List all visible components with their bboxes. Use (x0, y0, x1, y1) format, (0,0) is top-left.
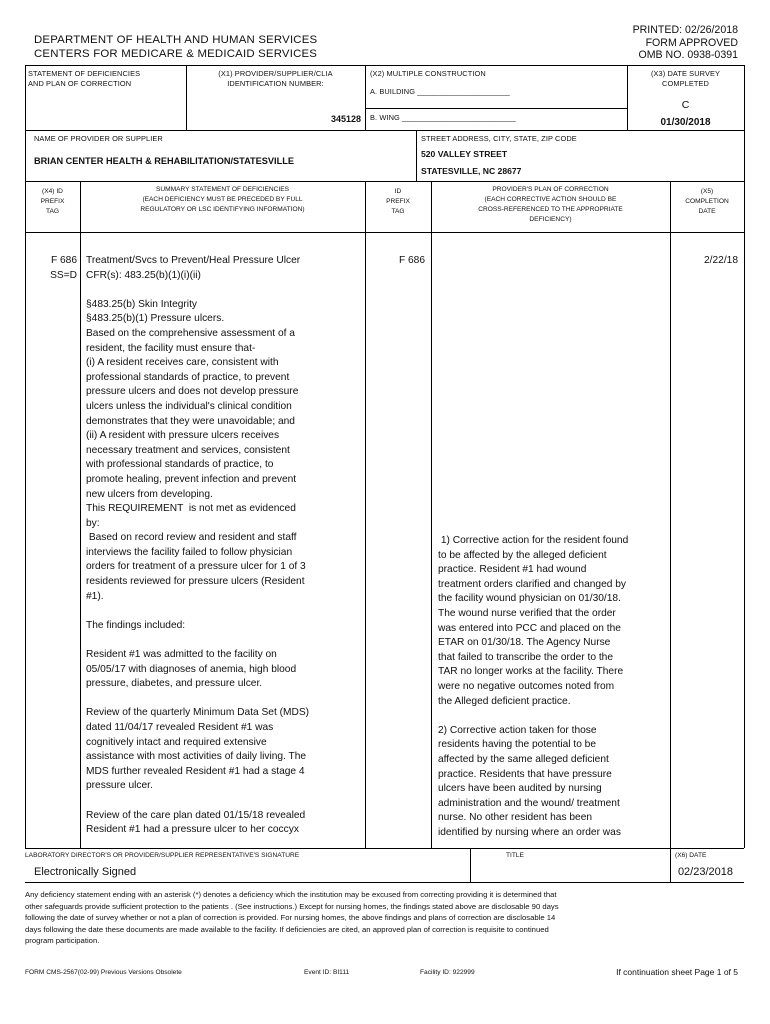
plan-paragraph (438, 724, 668, 841)
survey-completed-date: 01/30/2018 (660, 117, 711, 128)
summary-paragraph (86, 619, 362, 634)
x4-header-line-3: TAG (45, 208, 60, 215)
deficiency-tag: F 686 (50, 255, 77, 266)
id-column-line (431, 181, 432, 848)
provider-name: BRIAN CENTER HEALTH & REHABILITATION/STATESVILLE (34, 156, 294, 166)
form-approved: FORM APPROVED (645, 36, 738, 49)
completion-date: 2/22/18 (704, 255, 738, 266)
x5-header-line-1: (X5) (700, 188, 714, 195)
x2-left-divider (365, 65, 366, 130)
grid-line-6 (25, 882, 744, 883)
summary-paragraph-line: This REQUIREMENT is not met as evidenced (86, 503, 296, 515)
title-label: TITLE (506, 852, 524, 859)
summary-header-line-3: REGULATORY OR LSC IDENTIFYING INFORMATION) (140, 206, 305, 213)
summary-header-line-1: SUMMARY STATEMENT OF DEFICIENCIES (155, 186, 290, 193)
printed-date: PRINTED: 02/26/2018 (632, 24, 738, 36)
x4-header (25, 187, 80, 217)
summary-paragraph-line: Based on the comprehensive assessment of a (86, 327, 295, 339)
plan-paragraph-line: administration and the wound/ treatment (438, 797, 620, 809)
tag-column (25, 254, 77, 283)
summary-paragraph-line: professional standards of practice, to prevent (86, 371, 290, 383)
summary-paragraph-line: cognitively intact and required extensive (86, 736, 267, 748)
summary-paragraph-line: orders for treatment of a pressure ulcer for 1 of 3 (86, 561, 306, 573)
form-number: FORM CMS-2567(02-99) Previous Versions Obsolete (25, 969, 182, 976)
x1-label (186, 69, 365, 88)
plan-paragraph-line: The wound nurse verified that the order (438, 607, 616, 619)
summary-paragraph-line: §483.25(b)(1) Pressure ulcers. (86, 313, 225, 325)
plan-paragraph-line: 1) Corrective action for the resident found (438, 535, 629, 546)
agency-line-2: CENTERS FOR MEDICARE & MEDICAID SERVICES (34, 48, 318, 60)
x5-header (670, 187, 744, 217)
plan-paragraph-line: practice. Residents that have pressure (438, 768, 612, 780)
summary-paragraph-line: with professional standards of practice, to (86, 459, 274, 471)
grid-left-line (25, 65, 26, 848)
plan-paragraph-line: to be affected by the alleged deficient (438, 549, 607, 561)
summary-paragraph-line: 05/05/17 with diagnoses of anemia, high blood (86, 663, 297, 675)
plan-paragraph-line: identified by nursing where an order was (438, 826, 621, 838)
plan-header-line-2: (EACH CORRECTIVE ACTION SHOULD BE (484, 196, 617, 203)
agency-line-1: DEPARTMENT OF HEALTH AND HUMAN SERVICES (34, 34, 318, 46)
summary-paragraph-line: (i) A resident receives care, consistent with (86, 357, 279, 369)
summary-paragraph-line: interviews the facility failed to follow physician (86, 546, 293, 558)
summary-header (80, 185, 365, 215)
x3-label-line-2: COMPLETED (662, 78, 709, 88)
plan-header-line-3: CROSS-REFERENCED TO THE APPROPRIATE (478, 206, 623, 213)
summary-paragraph-line: by: (86, 517, 100, 529)
id-header-line-2: PREFIX (386, 198, 410, 205)
x1-label-line-2: IDENTIFICATION NUMBER: (227, 78, 324, 88)
facility-id: Facility ID: 922999 (420, 969, 475, 976)
provider-name-label: NAME OF PROVIDER OR SUPPLIER (34, 134, 163, 143)
plan-paragraph-line: were no negative outcomes noted from (438, 680, 615, 692)
deficiency-cfr: CFR(s): 483.25(b)(1)(i)(ii) (86, 269, 201, 281)
summary-paragraph-line: Resident #1 was admitted to the facility on (86, 649, 277, 661)
signature-label: LABORATORY DIRECTOR'S OR PROVIDER/SUPPLIER REPRESENTATIVE'S SIGNATURE (25, 852, 300, 859)
plan-paragraph-line: was entered into PCC and placed on the (438, 622, 621, 634)
x3-label-line-1: (X3) DATE SURVEY (650, 69, 721, 78)
x4-header-line-1: (X4) ID (42, 188, 63, 195)
plan-paragraph-line: residents having the potential to be (438, 739, 597, 751)
wing-field: B. WING ___________________________ (370, 113, 516, 122)
print-info (633, 24, 738, 62)
summary-paragraph-line: resident, the facility must ensure that- (86, 342, 256, 354)
plan-paragraph-line: nurse. No other resident has been (438, 812, 593, 824)
address-divider (416, 130, 417, 181)
summary-paragraph-line: pressure ulcers and does not develop pressure (86, 386, 299, 398)
summary-paragraph-line: pressure, diabetes, and pressure ulcer. (86, 678, 263, 690)
plan-column-line (670, 181, 671, 848)
plan-paragraph-line: that failed to transcribe the order to the (438, 651, 613, 663)
plan-tag: F 686 (398, 255, 425, 266)
signature-date: 02/23/2018 (677, 866, 733, 878)
grid-line-2 (25, 130, 744, 131)
summary-paragraph (86, 809, 362, 838)
plan-paragraph-line: the facility wound physician on 01/30/18. (438, 593, 621, 605)
signature-value: Electronically Signed (34, 866, 137, 878)
plan-paragraph-line: TAR no longer works at the facility. There (438, 666, 624, 678)
deficiency-title: Treatment/Svcs to Prevent/Heal Pressure Ulcer (86, 255, 301, 266)
plan-paragraph-line: affected by the same alleged deficient (438, 753, 609, 765)
plan-header-line-1: PROVIDER'S PLAN OF CORRECTION (492, 186, 609, 193)
page-number: If continuation sheet Page 1 of 5 (616, 967, 738, 977)
summary-paragraph-line: Review of the care plan dated 01/15/18 revealed (86, 809, 306, 821)
address-line-1: 520 VALLEY STREET (421, 149, 508, 159)
statement-label-line-1: STATEMENT OF DEFICIENCIES (28, 69, 141, 78)
agency-name (34, 33, 317, 61)
x2-divider (365, 108, 627, 109)
summary-paragraph-line: ulcers unless the individual's clinical condition (86, 400, 292, 412)
plan-paragraph-line: ulcers have been audited by nursing (438, 783, 602, 795)
summary-paragraph-line: Review of the quarterly Minimum Data Set (MDS) (86, 707, 310, 719)
summary-paragraph-line: new ulcers from developing. (86, 488, 213, 500)
summary-paragraph-line: necessary treatment and services, consistent (86, 444, 290, 456)
grid-line-3 (25, 181, 744, 182)
plan-paragraph-line: treatment orders clarified and changed by (438, 578, 627, 590)
plan-paragraph-line: the Alleged deficient practice. (438, 695, 571, 707)
summary-paragraph-line: residents reviewed for pressure ulcers (Resident (86, 576, 305, 588)
summary-paragraph-line: Resident #1 had a pressure ulcer to her coccyx (86, 824, 299, 836)
statement-label (28, 69, 140, 88)
summary-paragraph-line: §483.25(b) Skin Integrity (86, 298, 197, 310)
grid-line-4 (25, 232, 744, 233)
x3-label (627, 69, 744, 88)
summary-paragraph (86, 648, 362, 692)
statement-label-line-2: AND PLAN OF CORRECTION (28, 78, 132, 88)
x4-column-line (80, 181, 81, 848)
plan-paragraph (438, 534, 668, 709)
disclaimer-text: Any deficiency statement ending with an asterisk (*) denotes a deficiency which the institution may be excused from correcting providing it is determined that other safeguards provide sufficient protection to the patients . (See instructions.) Except for nursing homes, the findings stated above are disclosable 90 days following the date of survey whether or not a plan of correction is provided. For nursing homes, the above findings and plans of correction are disclosable 14 days following the date these documents are made available to the facility. If deficiencies are cited, an approved plan of correction is requisite to continued program participation. (25, 890, 559, 946)
x5-header-line-2: COMPLETION (685, 198, 729, 205)
plan-header (431, 185, 670, 225)
summary-paragraph-line: Based on record review and resident and staff (86, 532, 297, 544)
summary-paragraph-line: assistance with most activities of daily living. The (86, 751, 307, 763)
address-label: STREET ADDRESS, CITY, STATE, ZIP CODE (421, 134, 577, 143)
x3-letter: C (681, 99, 690, 111)
plan-paragraph-line: ETAR on 01/30/18. The Agency Nurse (438, 637, 611, 649)
x1-label-line-1: (X1) PROVIDER/SUPPLIER/CLIA (218, 69, 333, 78)
summary-paragraph-line: The findings included: (86, 619, 186, 631)
summary-paragraph-line: (ii) A resident with pressure ulcers receives (86, 430, 280, 442)
id-header (365, 187, 431, 217)
summary-paragraph-line: demonstrates that they were unavoidable; and (86, 415, 295, 427)
id-header-line-3: TAG (391, 208, 405, 215)
id-header-line-1: ID (394, 188, 402, 195)
summary-statement (86, 298, 362, 838)
plan-paragraph-line: 2) Corrective action taken for those (438, 724, 597, 736)
summary-paragraph-line: pressure ulcer. (86, 780, 153, 792)
x4-header-line-2: PREFIX (40, 198, 65, 205)
x2-label: (X2) MULTIPLE CONSTRUCTION (370, 69, 486, 78)
plan-of-correction (438, 534, 668, 855)
provider-number: 345128 (330, 114, 361, 124)
grid-top-line (25, 65, 744, 66)
summary-paragraph-line: dated 11/04/17 revealed Resident #1 was (86, 722, 274, 733)
summary-column-line (365, 181, 366, 848)
omb-number: OMB NO. 0938-0391 (638, 49, 738, 61)
scope-severity: SS=D (50, 269, 77, 281)
grid-right-line (744, 65, 745, 848)
event-id: Event ID: BI111 (304, 969, 350, 976)
summary-paragraph (86, 706, 362, 794)
summary-paragraph-line: #1). (86, 590, 104, 602)
x5-header-line-3: DATE (698, 208, 716, 215)
plan-paragraph-line: practice. Resident #1 had wound (438, 564, 587, 576)
summary-paragraph (86, 298, 362, 604)
summary-paragraph-line: MDS further revealed Resident #1 had a stage 4 (86, 765, 305, 777)
summary-paragraph-line: promote healing, prevent infection and prevent (86, 473, 297, 485)
signature-date-label: (X6) DATE (675, 852, 707, 859)
address-line-2: STATESVILLE, NC 28677 (421, 166, 522, 176)
summary-column (86, 254, 362, 852)
plan-header-line-4: DEFICIENCY) (529, 216, 572, 223)
building-field: A. BUILDING ______________________ (370, 87, 510, 96)
summary-header-line-2: (EACH DEFICIENCY MUST BE PRECEDED BY FULL (142, 196, 303, 203)
